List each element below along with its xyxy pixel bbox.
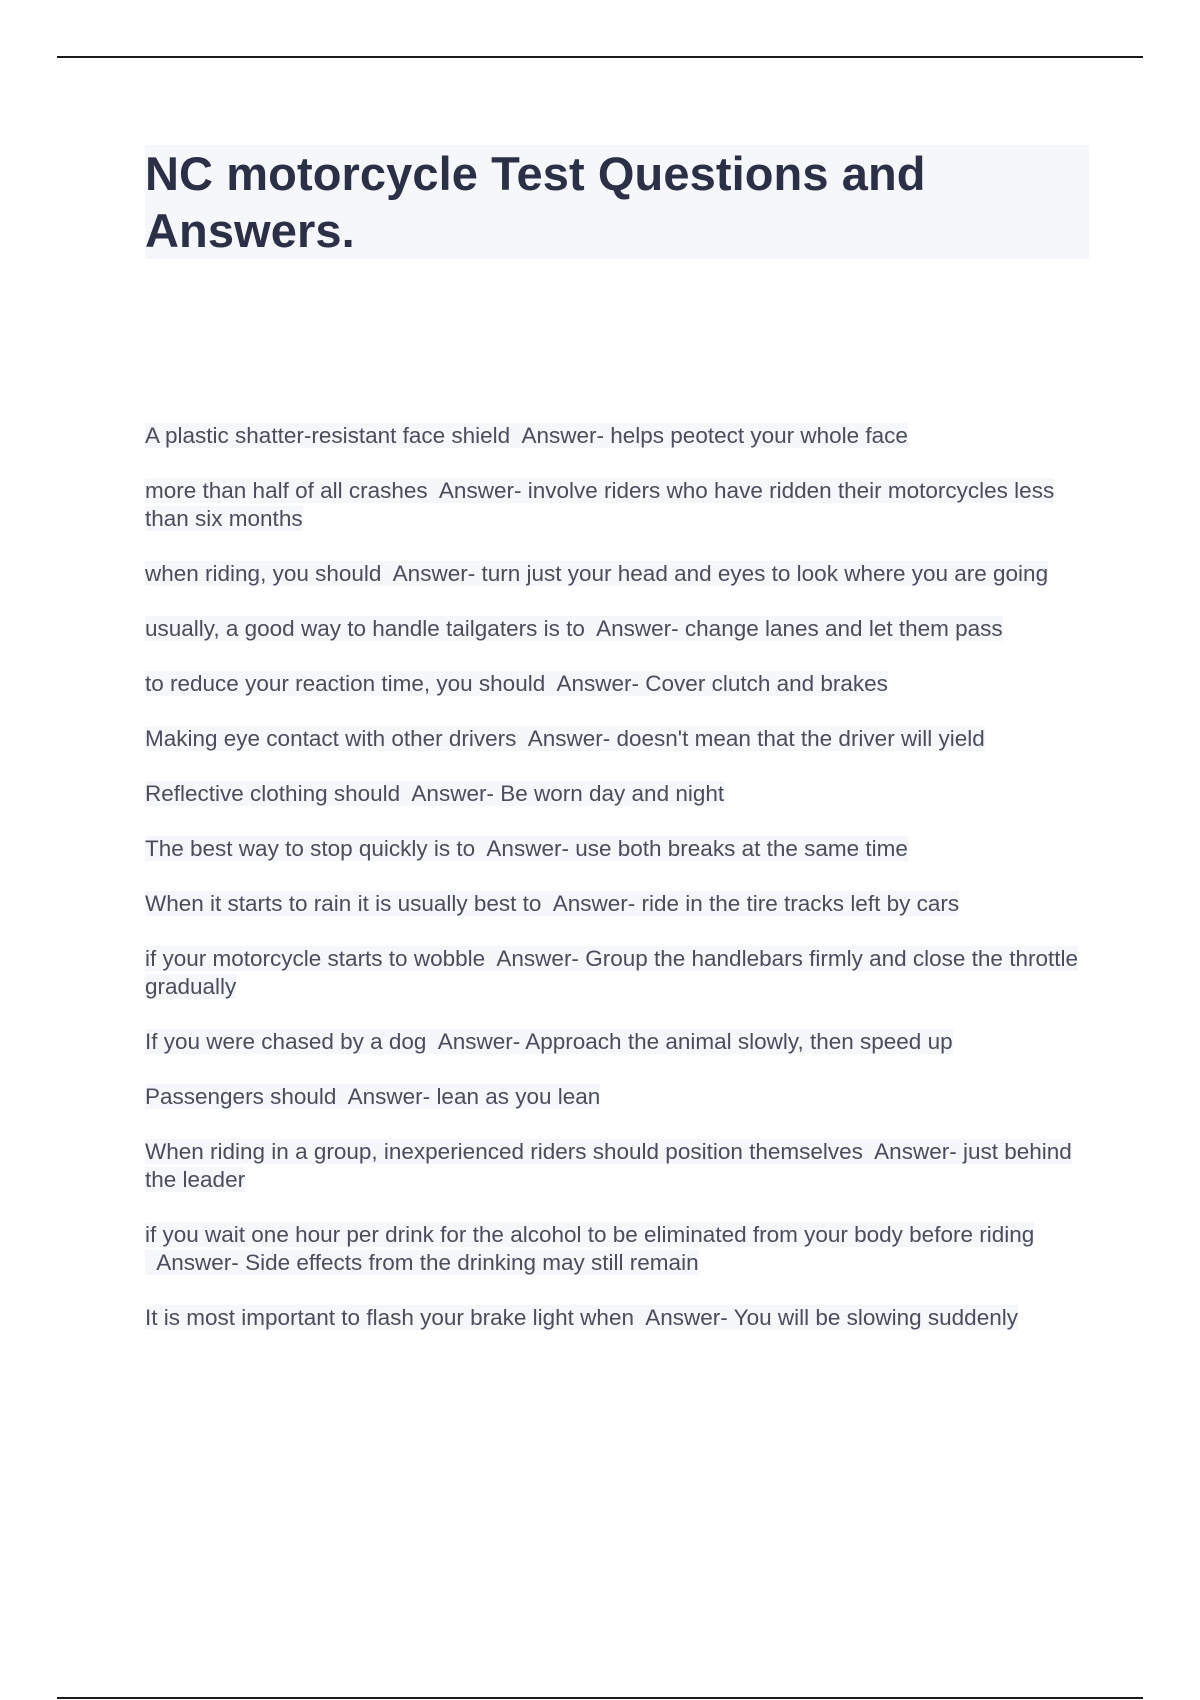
- answer-prefix: Answer-: [521, 423, 604, 448]
- qa-text: [145, 946, 1078, 999]
- qa-item: [145, 835, 1095, 863]
- answer-text: turn just your head and eyes to look where you are going: [481, 561, 1049, 586]
- header-rule: [57, 56, 1143, 58]
- qa-item: [145, 1221, 1095, 1277]
- question-text: A plastic shatter-resistant face shield: [145, 423, 511, 448]
- qa-text: [145, 836, 908, 861]
- answer-prefix: Answer-: [496, 946, 579, 971]
- qa-text: [145, 726, 985, 751]
- answer-prefix: Answer-: [486, 836, 569, 861]
- answer-text: doesn't mean that the driver will yield: [616, 726, 985, 751]
- answer-prefix: Answer-: [438, 478, 522, 503]
- qa-item: [145, 1028, 1095, 1056]
- answer-text: lean as you lean: [436, 1084, 601, 1109]
- answer-prefix: Answer-: [392, 561, 476, 586]
- qa-item: [145, 890, 1095, 918]
- qa-item: [145, 670, 1095, 698]
- qa-text: [145, 1029, 953, 1054]
- question-text: if you wait one hour per drink for the alcohol to be eliminated from your body before riding: [145, 1222, 1035, 1247]
- qa-text: [145, 1222, 1034, 1275]
- answer-text: Group the handlebars firmly and close the throttle gradually: [145, 946, 1078, 999]
- qa-text: [145, 891, 959, 916]
- question-text: usually, a good way to handle tailgaters is to: [145, 616, 585, 641]
- qa-item: [145, 1138, 1095, 1194]
- answer-text: Be worn day and night: [500, 781, 725, 806]
- answer-text: You will be slowing suddenly: [733, 1305, 1018, 1330]
- question-text: more than half of all crashes: [145, 478, 428, 503]
- question-text: It is most important to flash your brake light when: [145, 1305, 634, 1330]
- question-text: when riding, you should: [145, 561, 382, 586]
- answer-prefix: Answer-: [411, 781, 494, 806]
- answer-prefix: Answer-: [874, 1139, 957, 1164]
- qa-text: [145, 671, 888, 696]
- answer-prefix: Answer-: [156, 1250, 239, 1275]
- question-text: If you were chased by a dog: [145, 1029, 427, 1054]
- answer-prefix: Answer-: [527, 726, 611, 751]
- qa-item: [145, 477, 1095, 533]
- answer-prefix: Answer-: [556, 671, 640, 696]
- answer-text: Approach the animal slowly, then speed up: [525, 1029, 953, 1054]
- question-text: if your motorcycle starts to wobble: [145, 946, 486, 971]
- answer-text: just behind the leader: [145, 1139, 1072, 1192]
- answer-text: helps peotect your whole face: [610, 423, 908, 448]
- answer-prefix: Answer-: [347, 1084, 431, 1109]
- question-text: Reflective clothing should: [145, 781, 401, 806]
- qa-item: [145, 422, 1095, 450]
- footer-rule: [57, 1697, 1143, 1699]
- question-text: When riding in a group, inexperienced riders should position themselves: [145, 1139, 863, 1164]
- question-text: Making eye contact with other drivers: [145, 726, 517, 751]
- answer-text: involve riders who have ridden their motorcycles less than six months: [145, 478, 1055, 531]
- answer-prefix: Answer-: [645, 1305, 728, 1330]
- question-text: Passengers should: [145, 1084, 337, 1109]
- title-block: [145, 145, 1089, 259]
- qa-text: [145, 781, 724, 806]
- qa-text: [145, 561, 1048, 586]
- qa-item: [145, 725, 1095, 753]
- answer-prefix: Answer-: [596, 616, 679, 641]
- qa-text: [145, 1084, 600, 1109]
- qa-list: [145, 422, 1095, 1359]
- qa-text: [145, 1139, 1072, 1192]
- qa-text: [145, 1305, 1018, 1330]
- answer-text: Cover clutch and brakes: [645, 671, 888, 696]
- qa-item: [145, 945, 1095, 1001]
- answer-prefix: Answer-: [552, 891, 636, 916]
- qa-item: [145, 1083, 1095, 1111]
- question-text: to reduce your reaction time, you should: [145, 671, 546, 696]
- question-text: The best way to stop quickly is to: [145, 836, 476, 861]
- qa-item: [145, 1304, 1095, 1332]
- qa-text: [145, 478, 1054, 531]
- answer-text: use both breaks at the same time: [575, 836, 908, 861]
- qa-item: [145, 780, 1095, 808]
- answer-text: change lanes and let them pass: [684, 616, 1003, 641]
- answer-text: ride in the tire tracks left by cars: [641, 891, 960, 916]
- qa-item: [145, 615, 1095, 643]
- qa-item: [145, 560, 1095, 588]
- question-text: When it starts to rain it is usually best to: [145, 891, 542, 916]
- answer-prefix: Answer-: [437, 1029, 521, 1054]
- qa-text: [145, 616, 1003, 641]
- qa-text: [145, 423, 908, 448]
- document-title: NC motorcycle Test Questions and Answers.: [145, 147, 926, 257]
- answer-text: Side effects from the drinking may still remain: [245, 1250, 699, 1275]
